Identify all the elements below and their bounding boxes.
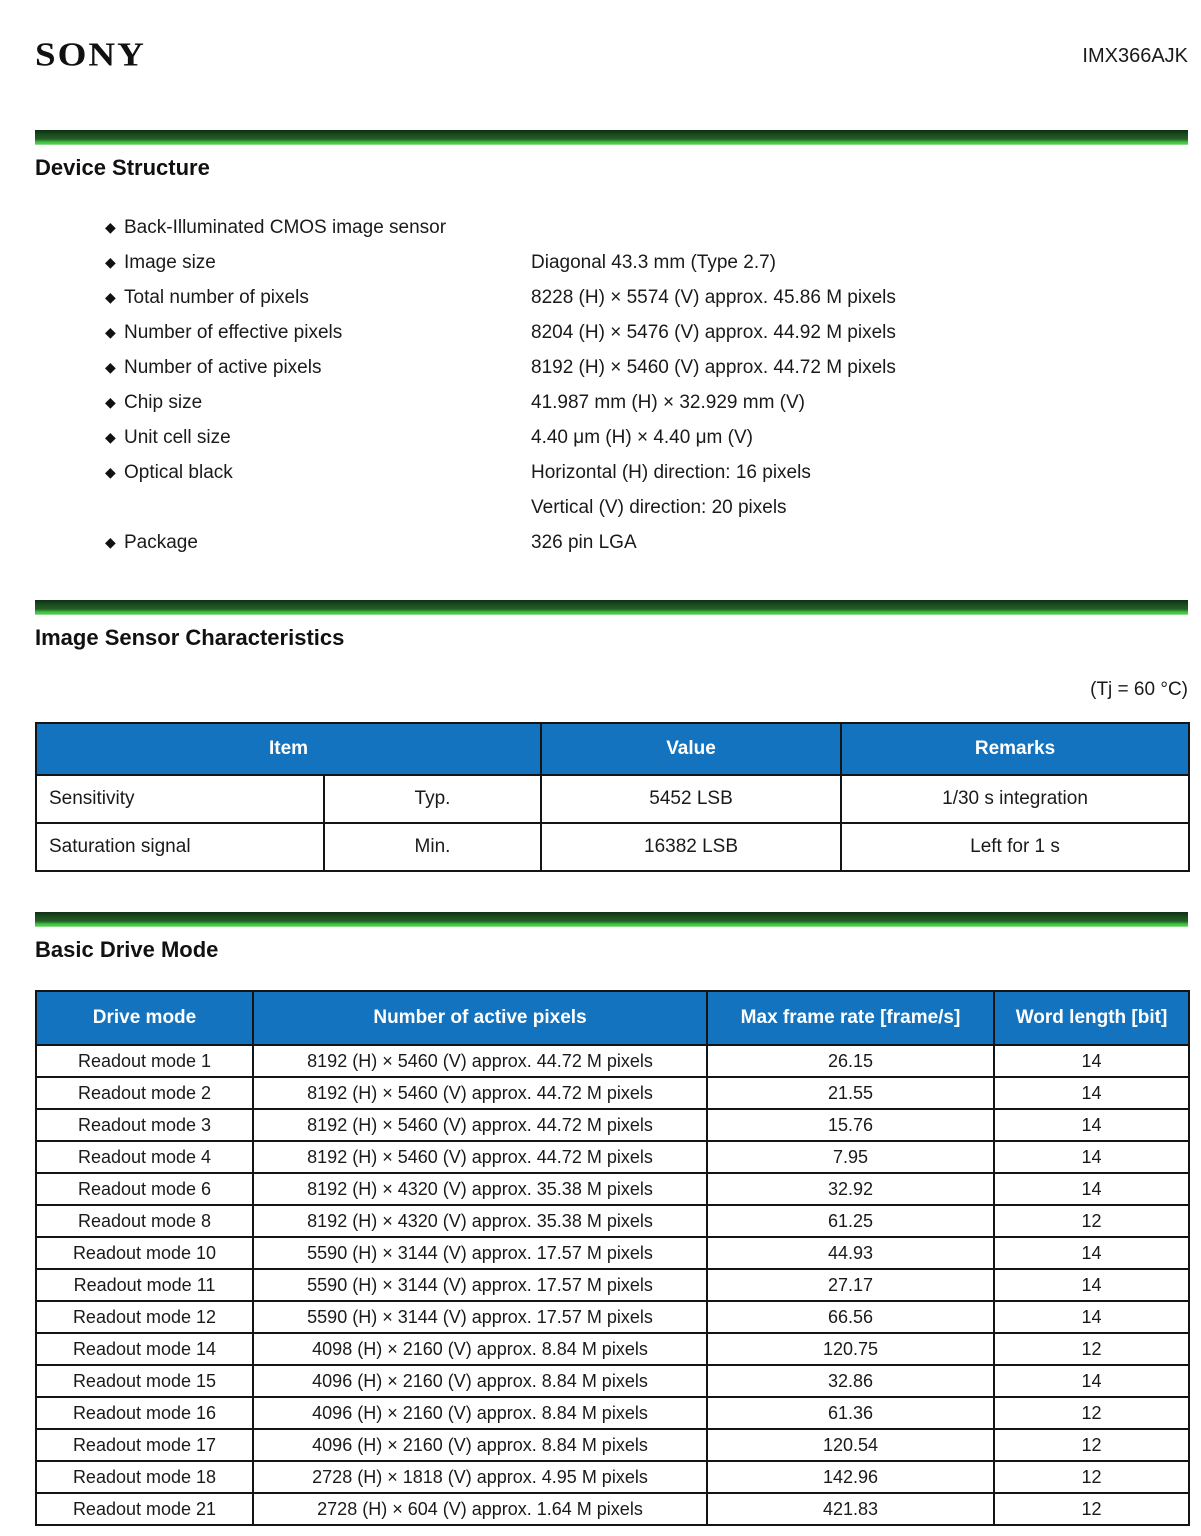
drive-mode-cell: Readout mode 3 [36, 1109, 253, 1141]
table-row [36, 1301, 1189, 1333]
column-header-active-pixels: Number of active pixels [253, 991, 707, 1045]
item-cell: Saturation signal [36, 823, 324, 871]
qualifier-cell: Typ. [324, 775, 541, 823]
pixels-cell: 8192 (H) × 4320 (V) approx. 35.38 M pixels [253, 1173, 707, 1205]
pixels-cell: 4096 (H) × 2160 (V) approx. 8.84 M pixels [253, 1429, 707, 1461]
rate-cell: 26.15 [707, 1045, 994, 1077]
pixels-cell: 8192 (H) × 5460 (V) approx. 44.72 M pixels [253, 1077, 707, 1109]
table-row [36, 1365, 1189, 1397]
list-item [105, 455, 1188, 490]
column-header-value: Value [541, 723, 841, 775]
pixels-cell: 4096 (H) × 2160 (V) approx. 8.84 M pixels [253, 1397, 707, 1429]
rate-cell: 61.36 [707, 1397, 994, 1429]
part-number: IMX366AJK [1082, 45, 1188, 67]
column-header-item: Item [36, 723, 541, 775]
section-divider-bar [35, 130, 1188, 145]
table-header-row [36, 723, 1189, 775]
item-label: Number of effective pixels [124, 321, 343, 343]
item-value: 4.40 μm (H) × 4.40 μm (V) [531, 426, 753, 448]
drive-mode-cell: Readout mode 14 [36, 1333, 253, 1365]
list-item [105, 315, 1188, 350]
pixels-cell: 8192 (H) × 5460 (V) approx. 44.72 M pixels [253, 1109, 707, 1141]
word-length-cell: 12 [994, 1461, 1189, 1493]
pixels-cell: 4096 (H) × 2160 (V) approx. 8.84 M pixels [253, 1365, 707, 1397]
table-header-row [36, 991, 1189, 1045]
list-item [105, 525, 1188, 560]
word-length-cell: 14 [994, 1173, 1189, 1205]
remarks-cell: 1/30 s integration [841, 775, 1189, 823]
item-value: Vertical (V) direction: 20 pixels [531, 496, 787, 518]
word-length-cell: 14 [994, 1077, 1189, 1109]
item-label: Unit cell size [124, 426, 231, 448]
item-label: Image size [124, 251, 216, 273]
table-row [36, 1333, 1189, 1365]
drive-mode-cell: Readout mode 21 [36, 1493, 253, 1525]
item-label: Number of active pixels [124, 356, 322, 378]
value-cell: 16382 LSB [541, 823, 841, 871]
item-label: Package [124, 531, 198, 553]
item-value: Horizontal (H) direction: 16 pixels [531, 461, 811, 483]
diamond-bullet-icon: ◆ [105, 219, 116, 235]
table-row [36, 1269, 1189, 1301]
pixels-cell: 8192 (H) × 5460 (V) approx. 44.72 M pixels [253, 1141, 707, 1173]
table-row [36, 1077, 1189, 1109]
section-divider-bar [35, 912, 1188, 927]
drive-mode-cell: Readout mode 12 [36, 1301, 253, 1333]
column-header-max-frame-rate: Max frame rate [frame/s] [707, 991, 994, 1045]
table-row [36, 1109, 1189, 1141]
pixels-cell: 2728 (H) × 1818 (V) approx. 4.95 M pixels [253, 1461, 707, 1493]
item-value: 8192 (H) × 5460 (V) approx. 44.72 M pixels [531, 356, 896, 378]
table-row [36, 1045, 1189, 1077]
pixels-cell: 5590 (H) × 3144 (V) approx. 17.57 M pixels [253, 1269, 707, 1301]
list-item [105, 490, 1188, 525]
diamond-bullet-icon: ◆ [105, 324, 116, 340]
item-value: 326 pin LGA [531, 531, 637, 553]
item-label: Total number of pixels [124, 286, 309, 308]
drive-mode-cell: Readout mode 6 [36, 1173, 253, 1205]
table-row [36, 1205, 1189, 1237]
item-label: Optical black [124, 461, 233, 483]
diamond-bullet-icon: ◆ [105, 359, 116, 375]
list-item [105, 280, 1188, 315]
list-item [105, 350, 1188, 385]
drive-mode-cell: Readout mode 15 [36, 1365, 253, 1397]
column-header-remarks: Remarks [841, 723, 1189, 775]
sensor-characteristics-table [35, 722, 1190, 872]
junction-temperature-note: (Tj = 60 °C) [1090, 679, 1188, 700]
column-header-drive-mode: Drive mode [36, 991, 253, 1045]
rate-cell: 32.86 [707, 1365, 994, 1397]
word-length-cell: 12 [994, 1397, 1189, 1429]
item-cell: Sensitivity [36, 775, 324, 823]
table-row [36, 1461, 1189, 1493]
rate-cell: 120.54 [707, 1429, 994, 1461]
rate-cell: 142.96 [707, 1461, 994, 1493]
section-title-device-structure: Device Structure [35, 155, 210, 180]
rate-cell: 21.55 [707, 1077, 994, 1109]
word-length-cell: 14 [994, 1045, 1189, 1077]
table-row [36, 775, 1189, 823]
item-value: Diagonal 43.3 mm (Type 2.7) [531, 251, 777, 273]
drive-mode-cell: Readout mode 1 [36, 1045, 253, 1077]
drive-mode-cell: Readout mode 2 [36, 1077, 253, 1109]
rate-cell: 32.92 [707, 1173, 994, 1205]
drive-mode-cell: Readout mode 4 [36, 1141, 253, 1173]
list-item [105, 420, 1188, 455]
section-title-image-sensor-characteristics: Image Sensor Characteristics [35, 625, 345, 650]
item-label: Chip size [124, 391, 203, 413]
list-item [105, 385, 1188, 420]
table-row [36, 1237, 1189, 1269]
pixels-cell: 8192 (H) × 5460 (V) approx. 44.72 M pixels [253, 1045, 707, 1077]
rate-cell: 61.25 [707, 1205, 994, 1237]
word-length-cell: 12 [994, 1493, 1189, 1525]
word-length-cell: 14 [994, 1365, 1189, 1397]
list-item [105, 210, 1188, 245]
word-length-cell: 12 [994, 1333, 1189, 1365]
table-row [36, 1493, 1189, 1525]
list-item [105, 245, 1188, 280]
diamond-bullet-icon: ◆ [105, 429, 116, 445]
drive-mode-cell: Readout mode 18 [36, 1461, 253, 1493]
basic-drive-mode-table [35, 990, 1190, 1526]
item-value: 8204 (H) × 5476 (V) approx. 44.92 M pixels [531, 321, 896, 343]
drive-mode-cell: Readout mode 10 [36, 1237, 253, 1269]
pixels-cell: 5590 (H) × 3144 (V) approx. 17.57 M pixels [253, 1301, 707, 1333]
rate-cell: 421.83 [707, 1493, 994, 1525]
word-length-cell: 14 [994, 1237, 1189, 1269]
diamond-bullet-icon: ◆ [105, 289, 116, 305]
rate-cell: 44.93 [707, 1237, 994, 1269]
item-label: Back-Illuminated CMOS image sensor [124, 216, 447, 238]
pixels-cell: 5590 (H) × 3144 (V) approx. 17.57 M pixels [253, 1237, 707, 1269]
drive-mode-cell: Readout mode 17 [36, 1429, 253, 1461]
rate-cell: 120.75 [707, 1333, 994, 1365]
rate-cell: 66.56 [707, 1301, 994, 1333]
item-value: 8228 (H) × 5574 (V) approx. 45.86 M pixels [531, 286, 896, 308]
pixels-cell: 2728 (H) × 604 (V) approx. 1.64 M pixels [253, 1493, 707, 1525]
table-row [36, 1397, 1189, 1429]
table-row [36, 1141, 1189, 1173]
page-header [35, 0, 1188, 82]
table-row [36, 1429, 1189, 1461]
rate-cell: 27.17 [707, 1269, 994, 1301]
remarks-cell: Left for 1 s [841, 823, 1189, 871]
rate-cell: 7.95 [707, 1141, 994, 1173]
word-length-cell: 12 [994, 1205, 1189, 1237]
word-length-cell: 14 [994, 1109, 1189, 1141]
word-length-cell: 12 [994, 1429, 1189, 1461]
word-length-cell: 14 [994, 1301, 1189, 1333]
value-cell: 5452 LSB [541, 775, 841, 823]
sony-logo: SONY [35, 36, 146, 74]
drive-mode-cell: Readout mode 8 [36, 1205, 253, 1237]
word-length-cell: 14 [994, 1269, 1189, 1301]
section-divider-bar [35, 600, 1188, 615]
drive-mode-cell: Readout mode 16 [36, 1397, 253, 1429]
diamond-bullet-icon: ◆ [105, 464, 116, 480]
device-structure-list [105, 210, 1188, 560]
drive-mode-cell: Readout mode 11 [36, 1269, 253, 1301]
pixels-cell: 4098 (H) × 2160 (V) approx. 8.84 M pixels [253, 1333, 707, 1365]
word-length-cell: 14 [994, 1141, 1189, 1173]
pixels-cell: 8192 (H) × 4320 (V) approx. 35.38 M pixels [253, 1205, 707, 1237]
section-title-basic-drive-mode: Basic Drive Mode [35, 937, 219, 962]
rate-cell: 15.76 [707, 1109, 994, 1141]
diamond-bullet-icon: ◆ [105, 534, 116, 550]
table-row [36, 1173, 1189, 1205]
item-value: 41.987 mm (H) × 32.929 mm (V) [531, 391, 806, 413]
diamond-bullet-icon: ◆ [105, 254, 116, 270]
qualifier-cell: Min. [324, 823, 541, 871]
column-header-word-length: Word length [bit] [994, 991, 1189, 1045]
diamond-bullet-icon: ◆ [105, 394, 116, 410]
table-row [36, 823, 1189, 871]
